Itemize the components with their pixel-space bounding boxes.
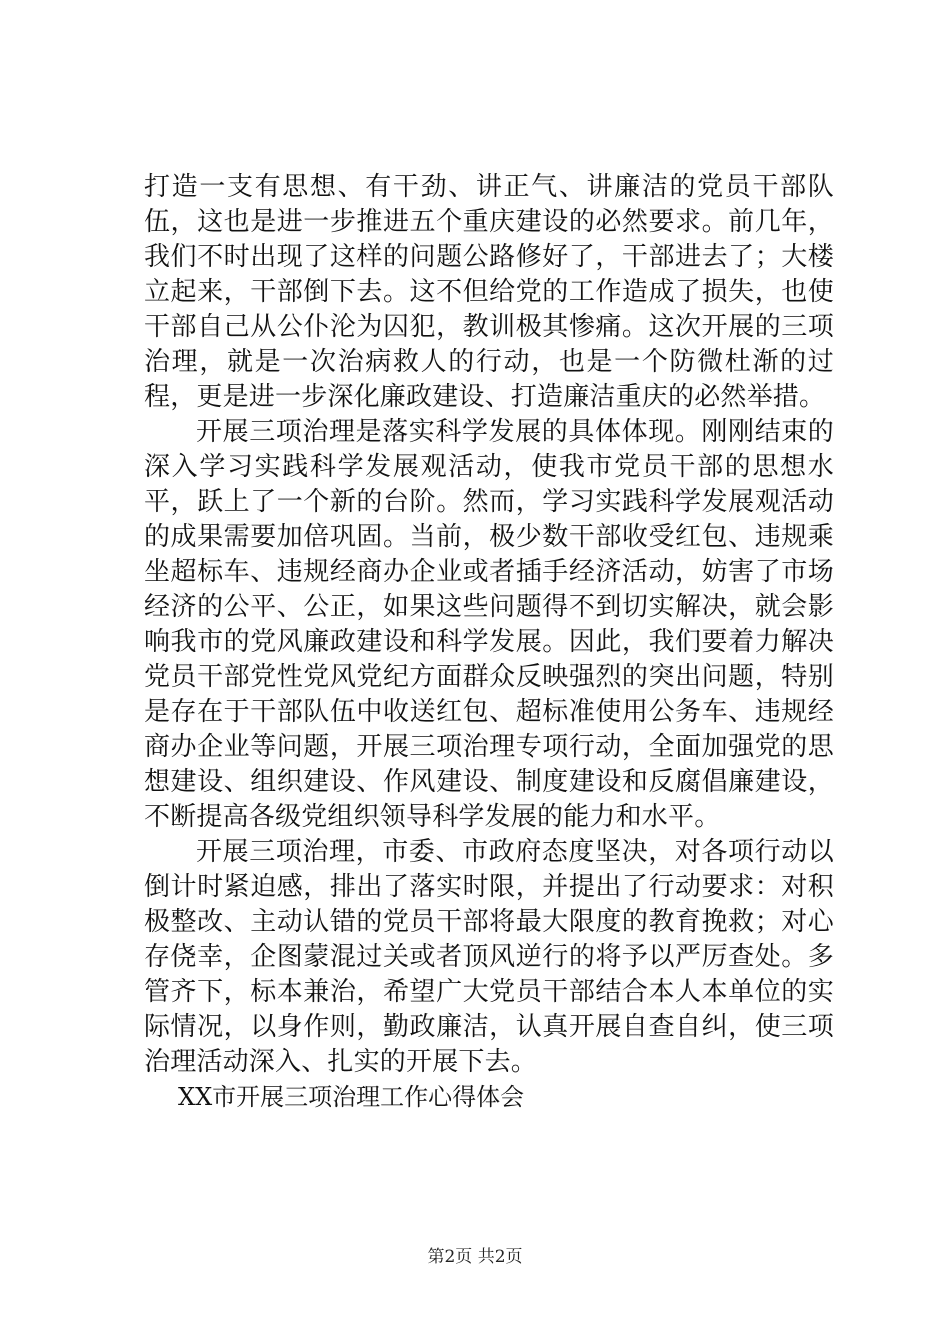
closing-title: XX市开展三项治理工作心得体会 [178, 1083, 525, 1111]
document-body [144, 170, 834, 1115]
paragraph-3: 开展三项治理，市委、市政府态度坚决，对各项行动以倒计时紧迫感，排出了落实时限，并提出了行动要求：对积极整改、主动认错的党员干部将最大限度的教育挽救；对心存侥幸，企图蒙混过关或者顶风逆行的将予以严厉查处。多管齐下，标本兼治，希望广大党员干部结合本人本单位的实际情况，以身作则，勤政廉洁，认真开展自查自纠，使三项治理活动深入、扎实的开展下去。 [144, 837, 834, 1077]
page-footer: 第2页 共2页 [427, 1247, 523, 1267]
paragraph-2: 开展三项治理是落实科学发展的具体体现。刚刚结束的深入学习实践科学发展观活动，使我市党员干部的思想水平，跃上了一个新的台阶。然而，学习实践科学发展观活动的成果需要加倍巩固。当前，极少数干部收受红包、违规乘坐超标车、违规经商办企业或者插手经济活动，妨害了市场经济的公平、公正，如果这些问题得不到切实解决，就会影响我市的党风廉政建设和科学发展。因此，我们要着力解决党员干部党性党风党纪方面群众反映强烈的突出问题，特别是存在于干部队伍中收送红包、超标准使用公务车、违规经商办企业等问题，开展三项治理专项行动，全面加强党的思想建设、组织建设、作风建设、制度建设和反腐倡廉建设，不断提高各级党组织领导科学发展的能力和水平。 [144, 417, 834, 832]
paragraph-1: 打造一支有思想、有干劲、讲正气、讲廉洁的党员干部队伍，这也是进一步推进五个重庆建设的必然要求。前几年，我们不时出现了这样的问题公路修好了，干部进去了；大楼立起来，干部倒下去。这不但给党的工作造成了损失，也使干部自己从公仆沦为囚犯，教训极其惨痛。这次开展的三项治理，就是一次治病救人的行动，也是一个防微杜渐的过程，更是进一步深化廉政建设、打造廉洁重庆的必然举措。 [144, 172, 834, 412]
